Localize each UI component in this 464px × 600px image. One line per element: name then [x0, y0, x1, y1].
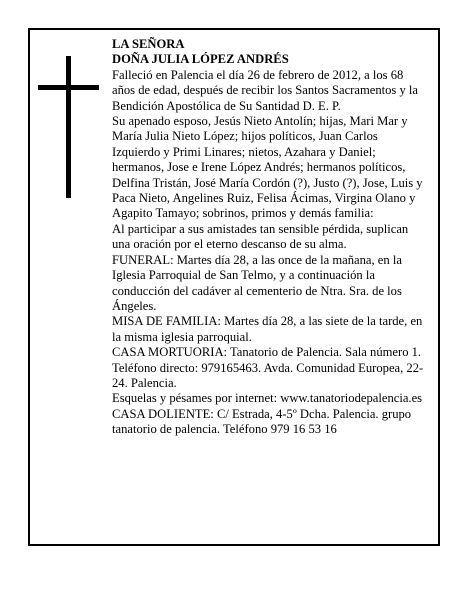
heading-title: LA SEÑORA: [112, 37, 185, 51]
cross-icon-bar: [38, 85, 99, 90]
funeral-info: FUNERAL: Martes día 28, a las once de la mañana, en la Iglesia Parroquial de San Telmo, y a continuación la conducción del cadáver al cementerio de Ntra. Sra. de los Ángeles.: [112, 252, 402, 313]
family-mass-info: MISA DE FAMILIA: Martes día 28, a las siete de la tarde, en la misma iglesia parroquial.: [112, 314, 423, 344]
grieving-home-info: CASA DOLIENTE: C/ Estrada, 4-5º Dcha. Palencia. grupo tanatorio de palencia. Teléfono 979 16 53 16: [112, 406, 412, 437]
prayer-request: Al participar a sus amistades tan sensible pérdida, suplican una oración por el eterno descanso de su alma.: [112, 221, 409, 252]
death-announcement: Falleció en Palencia el día 26 de febrero de 2012, a los 68 años de edad, después de recibir los Santos Sacramentos y la Bendición Apostólica de Su Santidad D. E. P.: [112, 67, 419, 113]
obituary-text: [112, 37, 428, 438]
cross-icon: [66, 56, 71, 198]
internet-condolences: Esquelas y pésames por internet: www.tanatoriodepalencia.es: [112, 391, 423, 406]
deceased-name: DOÑA JULIA LÓPEZ ANDRÉS: [112, 52, 289, 67]
funeral-home-info: CASA MORTUORIA: Tanatorio de Palencia. Sala número 1. Teléfono directo: 979165463. Avda. Comunidad Europea, 22-24. Palencia.: [112, 345, 424, 390]
family-list: Su apenado esposo, Jesús Nieto Antolín; hijas, Mari Mar y María Julia Nieto López; hijos políticos, Juan Carlos Izquierdo y Primi Linares; nietos, Azahara y Daniel; hermanos, Jose e Irene López Andrés; hermanos políticos, Delfina Tristán, José María Cordón (?), Justo (?), Jose, Luis y Paca Nieto, Angelines Ruiz, Felisa Ácimas, Virgina Olano y Agapito Tamayo; sobrinos, primos y demás familia:: [112, 114, 423, 221]
